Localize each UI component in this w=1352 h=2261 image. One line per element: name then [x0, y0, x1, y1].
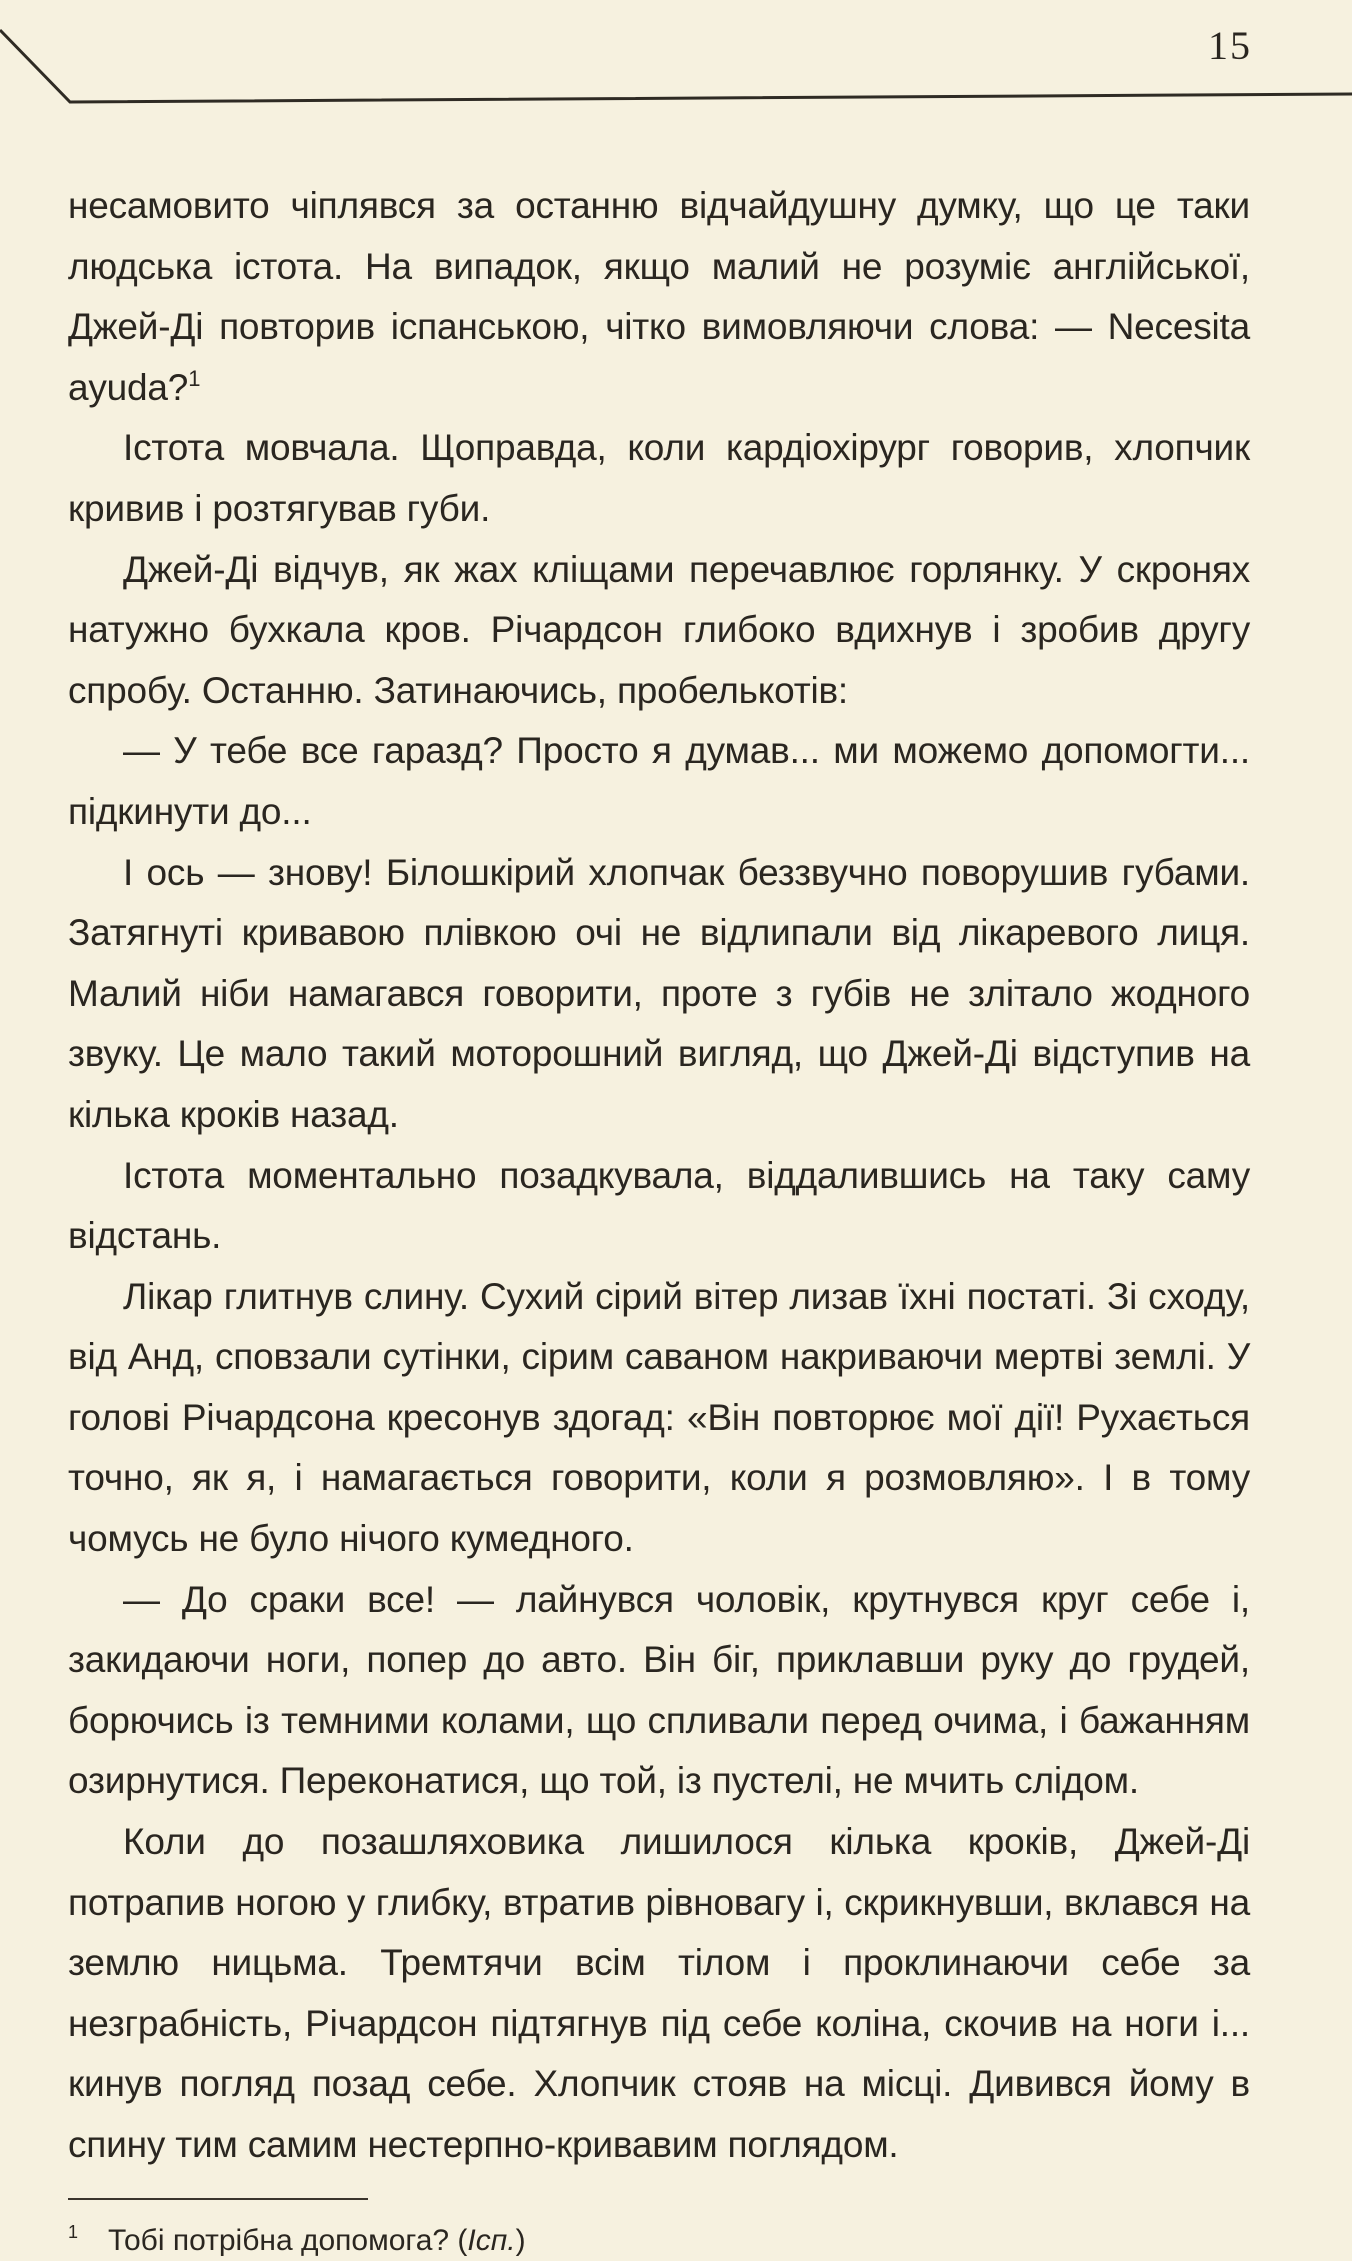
paragraph-5: І ось — знову! Білошкірий хлопчак беззвучно поворушив губами. Затягнуті кривавою плівкою очі не відлипали від лікаревого лиця. Малий ніби намагався говорити, проте з губів не злітало жодного звуку. Це мало такий моторошний вигляд, що Джей-Ді відступив на кілька кроків назад. — [68, 851, 1250, 1135]
paragraph-3: Джей-Ді відчув, як жах кліщами перечавлює горлянку. У скронях натужно бухкала кров. Річардсон глибоко вдихнув і зробив другу спробу. Останню. Затинаючись, пробелькотів: — [68, 548, 1250, 711]
paragraph-2: Істота мовчала. Щоправда, коли кардіохірург говорив, хлопчик кривив і розтягував губи. — [68, 427, 1250, 529]
paragraph-1-text: несамовито чіплявся за останню відчайдушну думку, що це таки людська істота. На випадок, якщо малий не розуміє англійської, Джей-Ді повторив іспанською, чітко вимовляючи слова: — Necesita ayuda? — [68, 185, 1250, 408]
page-number: 15 — [1208, 23, 1252, 68]
paragraph-1 — [68, 176, 1250, 418]
footnote — [68, 2212, 1250, 2261]
paragraph-9: Коли до позашляховика лишилося кілька кроків, Джей-Ді потрапив ногою у глибку, втратив рівновагу і, скрикнувши, вклався на землю ницьма. Тремтячи всім тілом і проклинаючи себе за незграбність, Річардсон підтягнув під себе коліна, скочив на ноги і... кинув погляд позад себе. Хлопчик стояв на місці. Дивився йому в спину тим самим нестерпно-кривавим поглядом. — [68, 1821, 1250, 2165]
footnote-mark: 1 — [68, 2222, 79, 2242]
footnote-close: ) — [515, 2224, 526, 2257]
paragraph-4: — У тебе все гаразд? Просто я думав... ми можемо допомогти... підкинути до... — [68, 730, 1250, 832]
body-text — [68, 176, 1250, 2176]
footnote-source: Ісп. — [467, 2224, 516, 2257]
footnote-reference: 1 — [188, 365, 201, 391]
paragraph-6: Істота моментально позадкувала, віддалившись на таку саму відстань. — [68, 1154, 1250, 1257]
paragraph-7: Лікар глитнув слину. Сухий сірий вітер лизав їхні постаті. Зі сходу, від Анд, сповзали сутінки, сірим саваном накриваючи мертві землі. У голові Річардсона кресонув здогад: «Він повторює мої дії! Рухається точно, як я, і намагається говорити, коли я розмовляю». І в тому чомусь не було нічого кумедного. — [68, 1275, 1250, 1560]
footnote-rule — [68, 2198, 368, 2200]
header-rule — [0, 0, 1352, 120]
footnote-text: Тобі потрібна допомога? ( — [108, 2224, 468, 2257]
paragraph-8: — До сраки все! — лайнувся чоловік, крутнувся круг себе і, закидаючи ноги, попер до авто. Він біг, приклавши руку до грудей, борючись із темними колами, що спливали перед очима, і бажанням озирнутися. Переконатися, що той, із пустелі, не мчить слідом. — [68, 1578, 1250, 1802]
